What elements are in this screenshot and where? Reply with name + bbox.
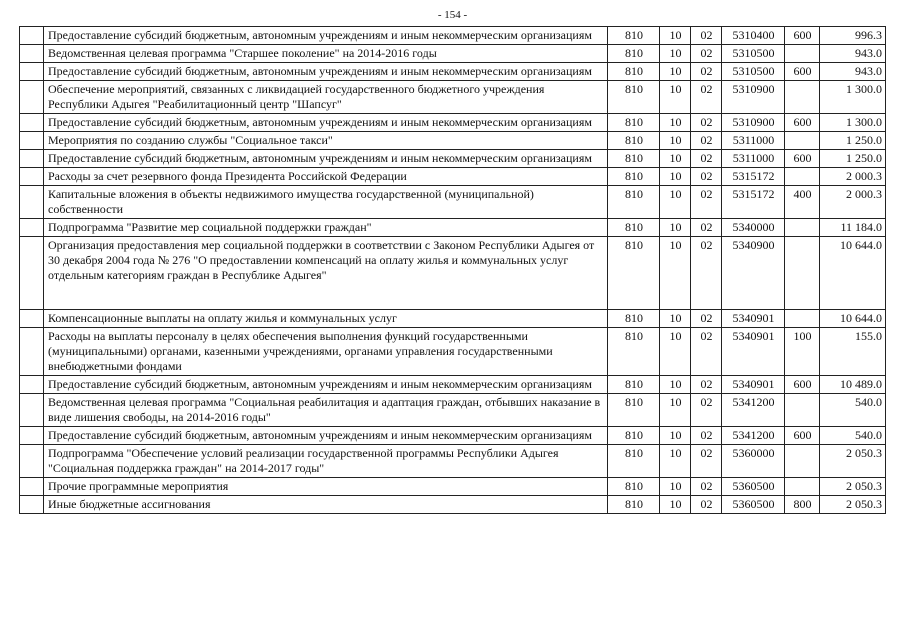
target-article-code-cell: 5341200 bbox=[722, 427, 785, 445]
table-row bbox=[20, 132, 886, 150]
row-margin-cell bbox=[20, 168, 44, 186]
expense-name-cell: Капитальные вложения в объекты недвижимого имущества государственной (муниципальной) собственности bbox=[44, 186, 608, 219]
expense-name-cell: Обеспечение мероприятий, связанных с ликвидацией государственного бюджетного учреждения Республики Адыгея "Реабилитационный центр "Шапсуг" bbox=[44, 81, 608, 114]
row-margin-cell bbox=[20, 478, 44, 496]
subsection-code-cell: 02 bbox=[691, 27, 722, 45]
department-code-cell: 810 bbox=[608, 150, 660, 168]
amount-cell: 10 644.0 bbox=[820, 237, 886, 310]
expense-name-cell: Предоставление субсидий бюджетным, автономным учреждениям и иным некоммерческим организациям bbox=[44, 114, 608, 132]
row-margin-cell bbox=[20, 219, 44, 237]
amount-cell: 943.0 bbox=[820, 63, 886, 81]
target-article-code-cell: 5310900 bbox=[722, 114, 785, 132]
row-margin-cell bbox=[20, 45, 44, 63]
amount-cell: 2 050.3 bbox=[820, 445, 886, 478]
row-margin-cell bbox=[20, 114, 44, 132]
department-code-cell: 810 bbox=[608, 168, 660, 186]
amount-cell: 2 050.3 bbox=[820, 496, 886, 514]
subsection-code-cell: 02 bbox=[691, 376, 722, 394]
amount-cell: 996.3 bbox=[820, 27, 886, 45]
subsection-code-cell: 02 bbox=[691, 81, 722, 114]
table-body bbox=[20, 27, 886, 514]
expense-type-code-cell: 600 bbox=[785, 427, 820, 445]
table-row bbox=[20, 27, 886, 45]
expense-type-code-cell bbox=[785, 237, 820, 310]
table-row bbox=[20, 237, 886, 310]
expense-type-code-cell: 100 bbox=[785, 328, 820, 376]
section-code-cell: 10 bbox=[660, 132, 691, 150]
section-code-cell: 10 bbox=[660, 63, 691, 81]
target-article-code-cell: 5360500 bbox=[722, 496, 785, 514]
amount-cell: 1 300.0 bbox=[820, 114, 886, 132]
row-margin-cell bbox=[20, 186, 44, 219]
table-row bbox=[20, 478, 886, 496]
section-code-cell: 10 bbox=[660, 81, 691, 114]
subsection-code-cell: 02 bbox=[691, 168, 722, 186]
expense-type-code-cell bbox=[785, 478, 820, 496]
target-article-code-cell: 5315172 bbox=[722, 168, 785, 186]
table-row bbox=[20, 427, 886, 445]
target-article-code-cell: 5340900 bbox=[722, 237, 785, 310]
expense-name-cell: Предоставление субсидий бюджетным, автономным учреждениям и иным некоммерческим организациям bbox=[44, 376, 608, 394]
department-code-cell: 810 bbox=[608, 219, 660, 237]
target-article-code-cell: 5311000 bbox=[722, 132, 785, 150]
expense-name-cell: Компенсационные выплаты на оплату жилья и коммунальных услуг bbox=[44, 310, 608, 328]
subsection-code-cell: 02 bbox=[691, 237, 722, 310]
table-row bbox=[20, 186, 886, 219]
section-code-cell: 10 bbox=[660, 186, 691, 219]
amount-cell: 2 000.3 bbox=[820, 186, 886, 219]
row-margin-cell bbox=[20, 376, 44, 394]
target-article-code-cell: 5310500 bbox=[722, 63, 785, 81]
section-code-cell: 10 bbox=[660, 45, 691, 63]
target-article-code-cell: 5310500 bbox=[722, 45, 785, 63]
department-code-cell: 810 bbox=[608, 310, 660, 328]
expense-type-code-cell: 600 bbox=[785, 63, 820, 81]
table-row bbox=[20, 114, 886, 132]
section-code-cell: 10 bbox=[660, 376, 691, 394]
department-code-cell: 810 bbox=[608, 328, 660, 376]
section-code-cell: 10 bbox=[660, 310, 691, 328]
target-article-code-cell: 5340000 bbox=[722, 219, 785, 237]
department-code-cell: 810 bbox=[608, 478, 660, 496]
department-code-cell: 810 bbox=[608, 186, 660, 219]
expense-name-cell: Ведомственная целевая программа "Старшее поколение" на 2014-2016 годы bbox=[44, 45, 608, 63]
row-margin-cell bbox=[20, 445, 44, 478]
section-code-cell: 10 bbox=[660, 427, 691, 445]
expense-type-code-cell bbox=[785, 132, 820, 150]
department-code-cell: 810 bbox=[608, 427, 660, 445]
target-article-code-cell: 5340901 bbox=[722, 376, 785, 394]
amount-cell: 2 050.3 bbox=[820, 478, 886, 496]
expense-name-cell: Иные бюджетные ассигнования bbox=[44, 496, 608, 514]
row-margin-cell bbox=[20, 81, 44, 114]
expense-name-cell: Организация предоставления мер социальной поддержки в соответствии с Законом Республики Адыгея от 30 декабря 2004 года № 276 "О предоставлении компенсаций на оплату жилья и коммунальных услуг отдельным категориям граждан в Республике Адыгея" bbox=[44, 237, 608, 310]
expense-name-cell: Подпрограмма "Обеспечение условий реализации государственной программы Республики Адыгея "Социальная поддержка граждан" на 2014-2017 годы" bbox=[44, 445, 608, 478]
table-row bbox=[20, 376, 886, 394]
expense-type-code-cell bbox=[785, 445, 820, 478]
expense-type-code-cell: 600 bbox=[785, 376, 820, 394]
amount-cell: 1 250.0 bbox=[820, 132, 886, 150]
section-code-cell: 10 bbox=[660, 394, 691, 427]
subsection-code-cell: 02 bbox=[691, 132, 722, 150]
section-code-cell: 10 bbox=[660, 445, 691, 478]
row-margin-cell bbox=[20, 27, 44, 45]
amount-cell: 155.0 bbox=[820, 328, 886, 376]
department-code-cell: 810 bbox=[608, 132, 660, 150]
table-row bbox=[20, 219, 886, 237]
expense-type-code-cell: 600 bbox=[785, 27, 820, 45]
expense-name-cell: Прочие программные мероприятия bbox=[44, 478, 608, 496]
expense-name-cell: Предоставление субсидий бюджетным, автономным учреждениям и иным некоммерческим организациям bbox=[44, 63, 608, 81]
department-code-cell: 810 bbox=[608, 45, 660, 63]
amount-cell: 1 300.0 bbox=[820, 81, 886, 114]
department-code-cell: 810 bbox=[608, 63, 660, 81]
expense-name-cell: Ведомственная целевая программа "Социальная реабилитация и адаптация граждан, отбывших наказание в виде лишения свободы, на 2014-2016 годы" bbox=[44, 394, 608, 427]
row-margin-cell bbox=[20, 427, 44, 445]
department-code-cell: 810 bbox=[608, 27, 660, 45]
target-article-code-cell: 5310400 bbox=[722, 27, 785, 45]
row-margin-cell bbox=[20, 496, 44, 514]
amount-cell: 943.0 bbox=[820, 45, 886, 63]
row-margin-cell bbox=[20, 150, 44, 168]
amount-cell: 10 644.0 bbox=[820, 310, 886, 328]
section-code-cell: 10 bbox=[660, 114, 691, 132]
subsection-code-cell: 02 bbox=[691, 328, 722, 376]
subsection-code-cell: 02 bbox=[691, 150, 722, 168]
amount-cell: 540.0 bbox=[820, 427, 886, 445]
expense-type-code-cell: 400 bbox=[785, 186, 820, 219]
expense-type-code-cell: 800 bbox=[785, 496, 820, 514]
subsection-code-cell: 02 bbox=[691, 445, 722, 478]
subsection-code-cell: 02 bbox=[691, 310, 722, 328]
subsection-code-cell: 02 bbox=[691, 45, 722, 63]
target-article-code-cell: 5340901 bbox=[722, 310, 785, 328]
section-code-cell: 10 bbox=[660, 219, 691, 237]
expense-type-code-cell: 600 bbox=[785, 150, 820, 168]
subsection-code-cell: 02 bbox=[691, 63, 722, 81]
table-row bbox=[20, 45, 886, 63]
expense-type-code-cell bbox=[785, 168, 820, 186]
section-code-cell: 10 bbox=[660, 496, 691, 514]
target-article-code-cell: 5315172 bbox=[722, 186, 785, 219]
section-code-cell: 10 bbox=[660, 150, 691, 168]
expense-name-cell: Предоставление субсидий бюджетным, автономным учреждениям и иным некоммерческим организациям bbox=[44, 427, 608, 445]
expense-type-code-cell bbox=[785, 45, 820, 63]
table-row bbox=[20, 394, 886, 427]
table-row bbox=[20, 63, 886, 81]
section-code-cell: 10 bbox=[660, 478, 691, 496]
department-code-cell: 810 bbox=[608, 445, 660, 478]
table-row bbox=[20, 168, 886, 186]
amount-cell: 11 184.0 bbox=[820, 219, 886, 237]
subsection-code-cell: 02 bbox=[691, 186, 722, 219]
table-row bbox=[20, 496, 886, 514]
table-row bbox=[20, 328, 886, 376]
department-code-cell: 810 bbox=[608, 496, 660, 514]
expense-name-cell: Подпрограмма "Развитие мер социальной поддержки граждан" bbox=[44, 219, 608, 237]
section-code-cell: 10 bbox=[660, 237, 691, 310]
target-article-code-cell: 5341200 bbox=[722, 394, 785, 427]
subsection-code-cell: 02 bbox=[691, 427, 722, 445]
target-article-code-cell: 5360500 bbox=[722, 478, 785, 496]
section-code-cell: 10 bbox=[660, 168, 691, 186]
section-code-cell: 10 bbox=[660, 27, 691, 45]
expense-name-cell: Расходы за счет резервного фонда Президента Российской Федерации bbox=[44, 168, 608, 186]
table-row bbox=[20, 81, 886, 114]
table-row bbox=[20, 310, 886, 328]
target-article-code-cell: 5311000 bbox=[722, 150, 785, 168]
target-article-code-cell: 5340901 bbox=[722, 328, 785, 376]
expense-name-cell: Предоставление субсидий бюджетным, автономным учреждениям и иным некоммерческим организациям bbox=[44, 150, 608, 168]
target-article-code-cell: 5360000 bbox=[722, 445, 785, 478]
row-margin-cell bbox=[20, 394, 44, 427]
amount-cell: 10 489.0 bbox=[820, 376, 886, 394]
row-margin-cell bbox=[20, 132, 44, 150]
department-code-cell: 810 bbox=[608, 376, 660, 394]
table-row bbox=[20, 150, 886, 168]
expense-name-cell: Расходы на выплаты персоналу в целях обеспечения выполнения функций государственными (муниципальными) органами, казенными учреждениями, органами управления государственными внебюджетными фондами bbox=[44, 328, 608, 376]
expense-type-code-cell bbox=[785, 219, 820, 237]
row-margin-cell bbox=[20, 237, 44, 310]
expense-type-code-cell bbox=[785, 81, 820, 114]
expense-name-cell: Предоставление субсидий бюджетным, автономным учреждениям и иным некоммерческим организациям bbox=[44, 27, 608, 45]
department-code-cell: 810 bbox=[608, 114, 660, 132]
section-code-cell: 10 bbox=[660, 328, 691, 376]
budget-table bbox=[19, 26, 886, 514]
row-margin-cell bbox=[20, 328, 44, 376]
target-article-code-cell: 5310900 bbox=[722, 81, 785, 114]
department-code-cell: 810 bbox=[608, 237, 660, 310]
page-number: - 154 - bbox=[437, 9, 468, 21]
amount-cell: 540.0 bbox=[820, 394, 886, 427]
subsection-code-cell: 02 bbox=[691, 114, 722, 132]
subsection-code-cell: 02 bbox=[691, 219, 722, 237]
expense-type-code-cell: 600 bbox=[785, 114, 820, 132]
expense-type-code-cell bbox=[785, 310, 820, 328]
table-row bbox=[20, 445, 886, 478]
expense-name-cell: Мероприятия по созданию службы "Социальное такси" bbox=[44, 132, 608, 150]
amount-cell: 1 250.0 bbox=[820, 150, 886, 168]
row-margin-cell bbox=[20, 63, 44, 81]
expense-type-code-cell bbox=[785, 394, 820, 427]
subsection-code-cell: 02 bbox=[691, 394, 722, 427]
department-code-cell: 810 bbox=[608, 81, 660, 114]
amount-cell: 2 000.3 bbox=[820, 168, 886, 186]
row-margin-cell bbox=[20, 310, 44, 328]
subsection-code-cell: 02 bbox=[691, 478, 722, 496]
department-code-cell: 810 bbox=[608, 394, 660, 427]
subsection-code-cell: 02 bbox=[691, 496, 722, 514]
